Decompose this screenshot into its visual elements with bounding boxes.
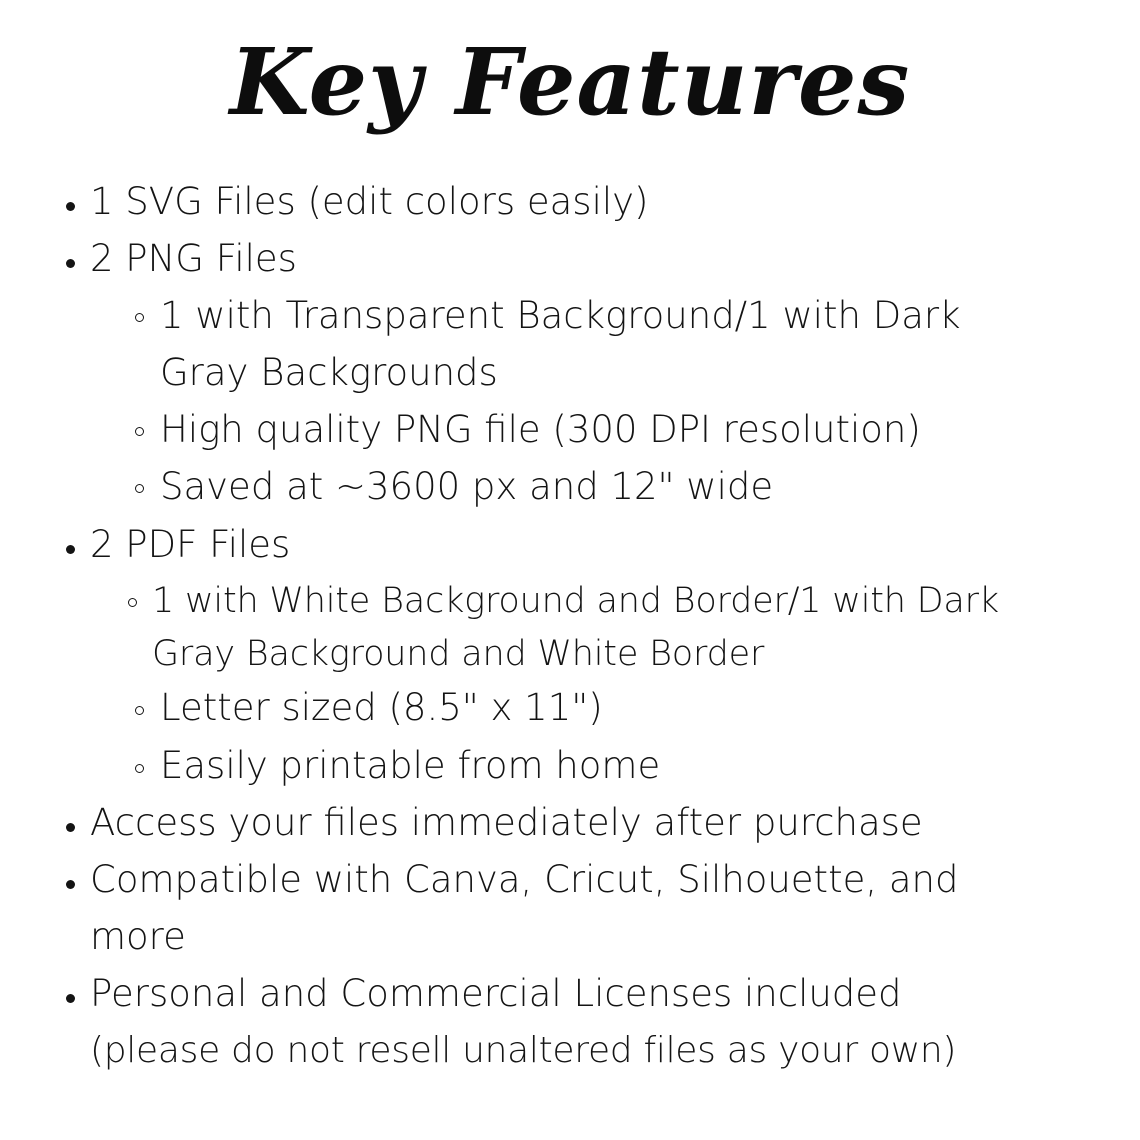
- page-title: Key Features: [229, 28, 911, 136]
- feature-subitem-png-backgrounds: 1 with Transparent Background/1 with Dark: [160, 294, 961, 337]
- feature-item-access: Access your files immediately after purchase: [90, 801, 923, 844]
- sub-bullet-icon: [128, 598, 137, 607]
- sub-bullet-icon: [135, 764, 144, 773]
- feature-item-licenses-cont: (please do not resell unaltered files as your own): [90, 1030, 957, 1071]
- sub-bullet-icon: [135, 313, 144, 322]
- feature-subitem-pdf-printable: Easily printable from home: [160, 744, 661, 787]
- feature-subitem-pdf-backgrounds: 1 with White Background and Border/1 with Dark: [152, 581, 999, 621]
- feature-subitem-png-size: Saved at ~3600 px and 12" wide: [160, 465, 774, 508]
- feature-item-png-files: 2 PNG Files: [90, 237, 297, 280]
- bullet-icon: [66, 994, 75, 1003]
- feature-subitem-png-quality: High quality PNG file (300 DPI resolution): [160, 408, 921, 451]
- feature-item-compatible: Compatible with Canva, Cricut, Silhouette, and: [90, 858, 959, 901]
- feature-subitem-pdf-letter: Letter sized (8.5" x 11"): [160, 686, 603, 729]
- bullet-icon: [66, 259, 75, 268]
- sub-bullet-icon: [135, 706, 144, 715]
- feature-item-licenses: Personal and Commercial Licenses included: [90, 972, 902, 1015]
- feature-item-pdf-files: 2 PDF Files: [90, 523, 291, 566]
- bullet-icon: [66, 823, 75, 832]
- sub-bullet-icon: [135, 427, 144, 436]
- feature-subitem-png-backgrounds-cont: Gray Backgrounds: [160, 351, 498, 394]
- bullet-icon: [66, 545, 75, 554]
- bullet-icon: [66, 880, 75, 889]
- feature-item-svg-files: 1 SVG Files (edit colors easily): [90, 180, 649, 223]
- feature-item-compatible-cont: more: [90, 915, 186, 958]
- feature-subitem-pdf-backgrounds-cont: Gray Background and White Border: [152, 634, 765, 674]
- bullet-icon: [66, 202, 75, 211]
- sub-bullet-icon: [135, 484, 144, 493]
